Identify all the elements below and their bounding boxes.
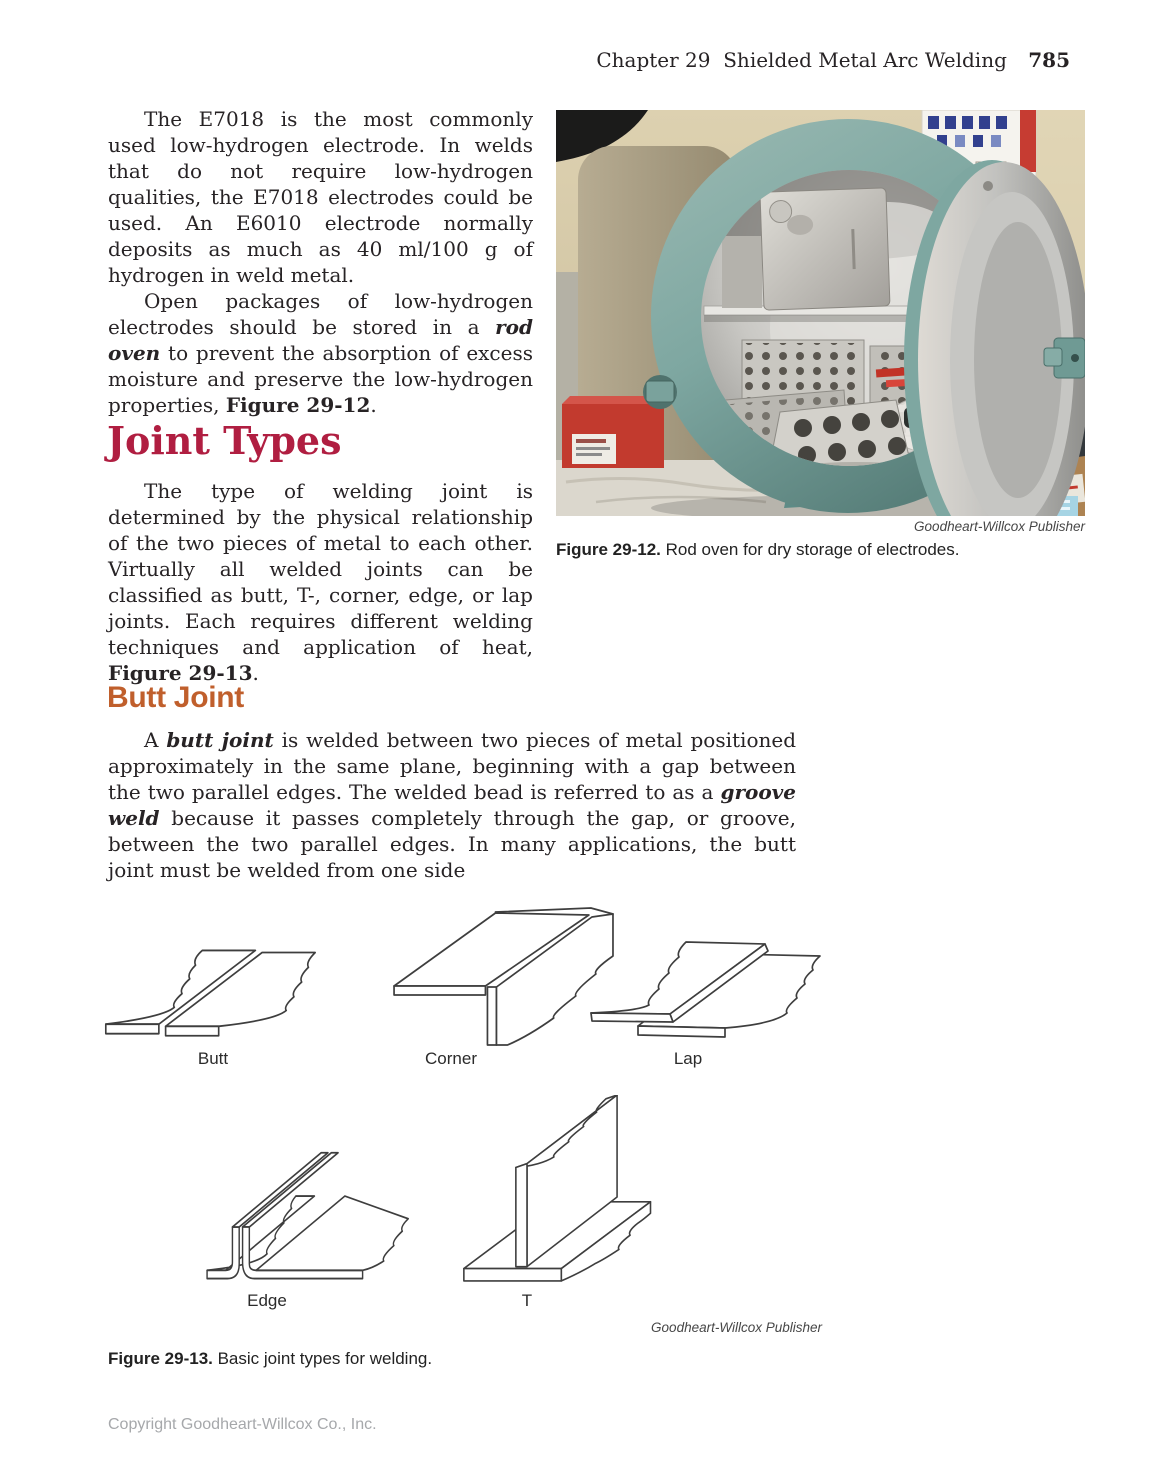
- joint-label-t: T: [521, 1291, 533, 1310]
- figure-29-12-label: Figure 29-12.: [556, 540, 661, 559]
- joint-label-lap: Lap: [673, 1049, 703, 1068]
- running-head: [596, 48, 1070, 72]
- lap-joint-diagram: [588, 928, 833, 1043]
- term-butt-joint: butt joint: [166, 728, 274, 752]
- paragraph-text: The E7018 is the most commonly used low-hydrogen electrode. In welds that do not require low-hydrogen qualities, the E7018 electrodes could be used. An E6010 electrode normally deposits as much as 40 ml/100 g of hydrogen in weld metal.: [108, 107, 533, 287]
- caption-text: Basic joint types for welding.: [212, 1349, 433, 1368]
- paragraph-text: The type of welding joint is determined by the physical relationship of the two pieces of metal to each other. Virtually all welded joints can be classified as butt, T-, corner, edge, or lap joints. Each requires different welding techniques and application of heat,: [108, 479, 533, 659]
- figure-29-12-caption: [556, 539, 1086, 561]
- section-heading-joint-types: Joint Types: [107, 418, 342, 463]
- term-groove-weld: groove weld: [108, 780, 796, 830]
- copyright-footer: Copyright Goodheart-Willcox Co., Inc.: [108, 1416, 377, 1433]
- chapter-number: Chapter 29: [596, 48, 711, 72]
- paragraph-text: to prevent the absorption of excess moisture and preserve the low-hydrogen properties,: [108, 341, 533, 417]
- joint-label-corner: Corner: [425, 1049, 477, 1068]
- paragraph-e7018: [108, 106, 533, 288]
- term-rod-oven: rod oven: [108, 315, 533, 365]
- subsection-heading-butt-joint: Butt Joint: [107, 681, 244, 714]
- rod-oven-photo: [556, 110, 1085, 516]
- electrode-tin: [760, 188, 890, 310]
- paragraph-text: is welded between two pieces of metal positioned approximately in the same plane, beginning with a gap between the two parallel edges. The welded bead is referred to as a: [108, 728, 797, 804]
- chapter-title: Shielded Metal Arc Welding: [723, 48, 1007, 72]
- figure-29-13-credit: Goodheart-Willcox Publisher: [651, 1320, 822, 1335]
- red-electrode-box: [562, 396, 664, 468]
- edge-joint-diagram: [202, 1128, 426, 1293]
- caption-text: Rod oven for dry storage of electrodes.: [660, 540, 960, 559]
- paragraph-text: .: [370, 393, 377, 417]
- figure-reference: Figure 29-12: [225, 393, 371, 417]
- door-latch: [643, 375, 677, 409]
- paragraph-rod-oven: [108, 288, 533, 418]
- paragraph: [108, 727, 796, 883]
- corner-joint-diagram: [382, 898, 618, 1050]
- paragraph-text: .: [252, 661, 259, 685]
- body-column-left: [108, 106, 533, 418]
- joint-label-edge: Edge: [247, 1291, 287, 1310]
- figure-29-12-credit: Goodheart-Willcox Publisher: [914, 519, 1085, 534]
- joint-types-paragraph: [108, 478, 533, 686]
- joint-label-butt: Butt: [197, 1049, 229, 1068]
- paragraph-text: Open packages of low-hydrogen electrodes should be stored in a: [108, 289, 533, 339]
- paragraph-text: A: [144, 728, 167, 752]
- figure-reference: Figure 29-13: [108, 661, 253, 685]
- butt-joint-diagram: [100, 903, 320, 1040]
- figure-29-13-label: Figure 29-13.: [108, 1349, 213, 1368]
- page-number: 785: [1028, 48, 1070, 72]
- paragraph-text: because it passes completely through the gap, or groove, between the two parallel edges. In many applications, the butt joint must be welded from one side: [108, 806, 796, 882]
- paragraph: [108, 478, 533, 686]
- figure-29-13-caption: [108, 1348, 808, 1370]
- t-joint-diagram: [462, 1095, 657, 1300]
- butt-joint-paragraph: [108, 727, 796, 883]
